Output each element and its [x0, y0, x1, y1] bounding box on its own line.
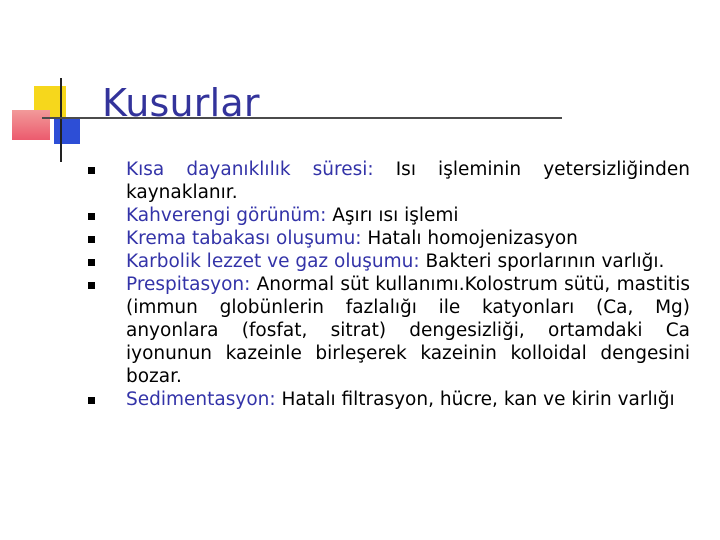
bullet-square-icon: [88, 397, 95, 404]
bullet-square-icon: [88, 259, 95, 266]
bullet-text: Aşırı ısı işlemi: [326, 205, 459, 226]
bullet-text: Hatalı homojenizasyon: [361, 228, 578, 249]
bullet-list: [88, 158, 690, 411]
bullet-square-icon: [88, 282, 95, 289]
bullet-text: Bakteri sporlarının varlığı.: [419, 251, 665, 272]
bullet-item: [88, 204, 690, 227]
bullet-square-icon: [88, 213, 95, 220]
slide-title: Kusurlar: [102, 81, 260, 125]
bullet-item: [88, 250, 690, 273]
bullet-term: Kahverengi görünüm:: [126, 205, 327, 226]
pink-square-icon: [12, 110, 50, 140]
bullet-item: [88, 388, 690, 411]
bullet-item: [88, 273, 690, 388]
bullet-square-icon: [88, 167, 95, 174]
bullet-term: Kısa dayanıklılık süresi:: [126, 159, 374, 180]
bullet-text: Hatalı filtrasyon, hücre, kan ve kirin varlığı: [275, 389, 675, 410]
bullet-term: Karbolik lezzet ve gaz oluşumu:: [126, 251, 420, 272]
slide-logo-icon: [0, 0, 110, 170]
blue-square-icon: [54, 118, 80, 144]
bullet-square-icon: [88, 236, 95, 243]
bullet-item: [88, 227, 690, 250]
bullet-term: Prespitasyon:: [126, 274, 251, 295]
vertical-rule: [60, 78, 62, 162]
bullet-text: Isı işleminin yetersizliğinden kaynaklanır.: [126, 159, 690, 203]
bullet-term: Sedimentasyon:: [126, 389, 276, 410]
bullet-term: Krema tabakası oluşumu:: [126, 228, 362, 249]
bullet-item: [88, 158, 690, 204]
bullet-text: Anormal süt kullanımı.Kolostrum sütü, mastitis (immun globünlerin fazlalığı ile katyonları (Ca, Mg) anyonlara (fosfat, sitrat) dengesizliği, ortamdaki Ca iyonunun kazeinle birleşerek kazeinin kolloidal dengesini bozar.: [126, 274, 690, 387]
